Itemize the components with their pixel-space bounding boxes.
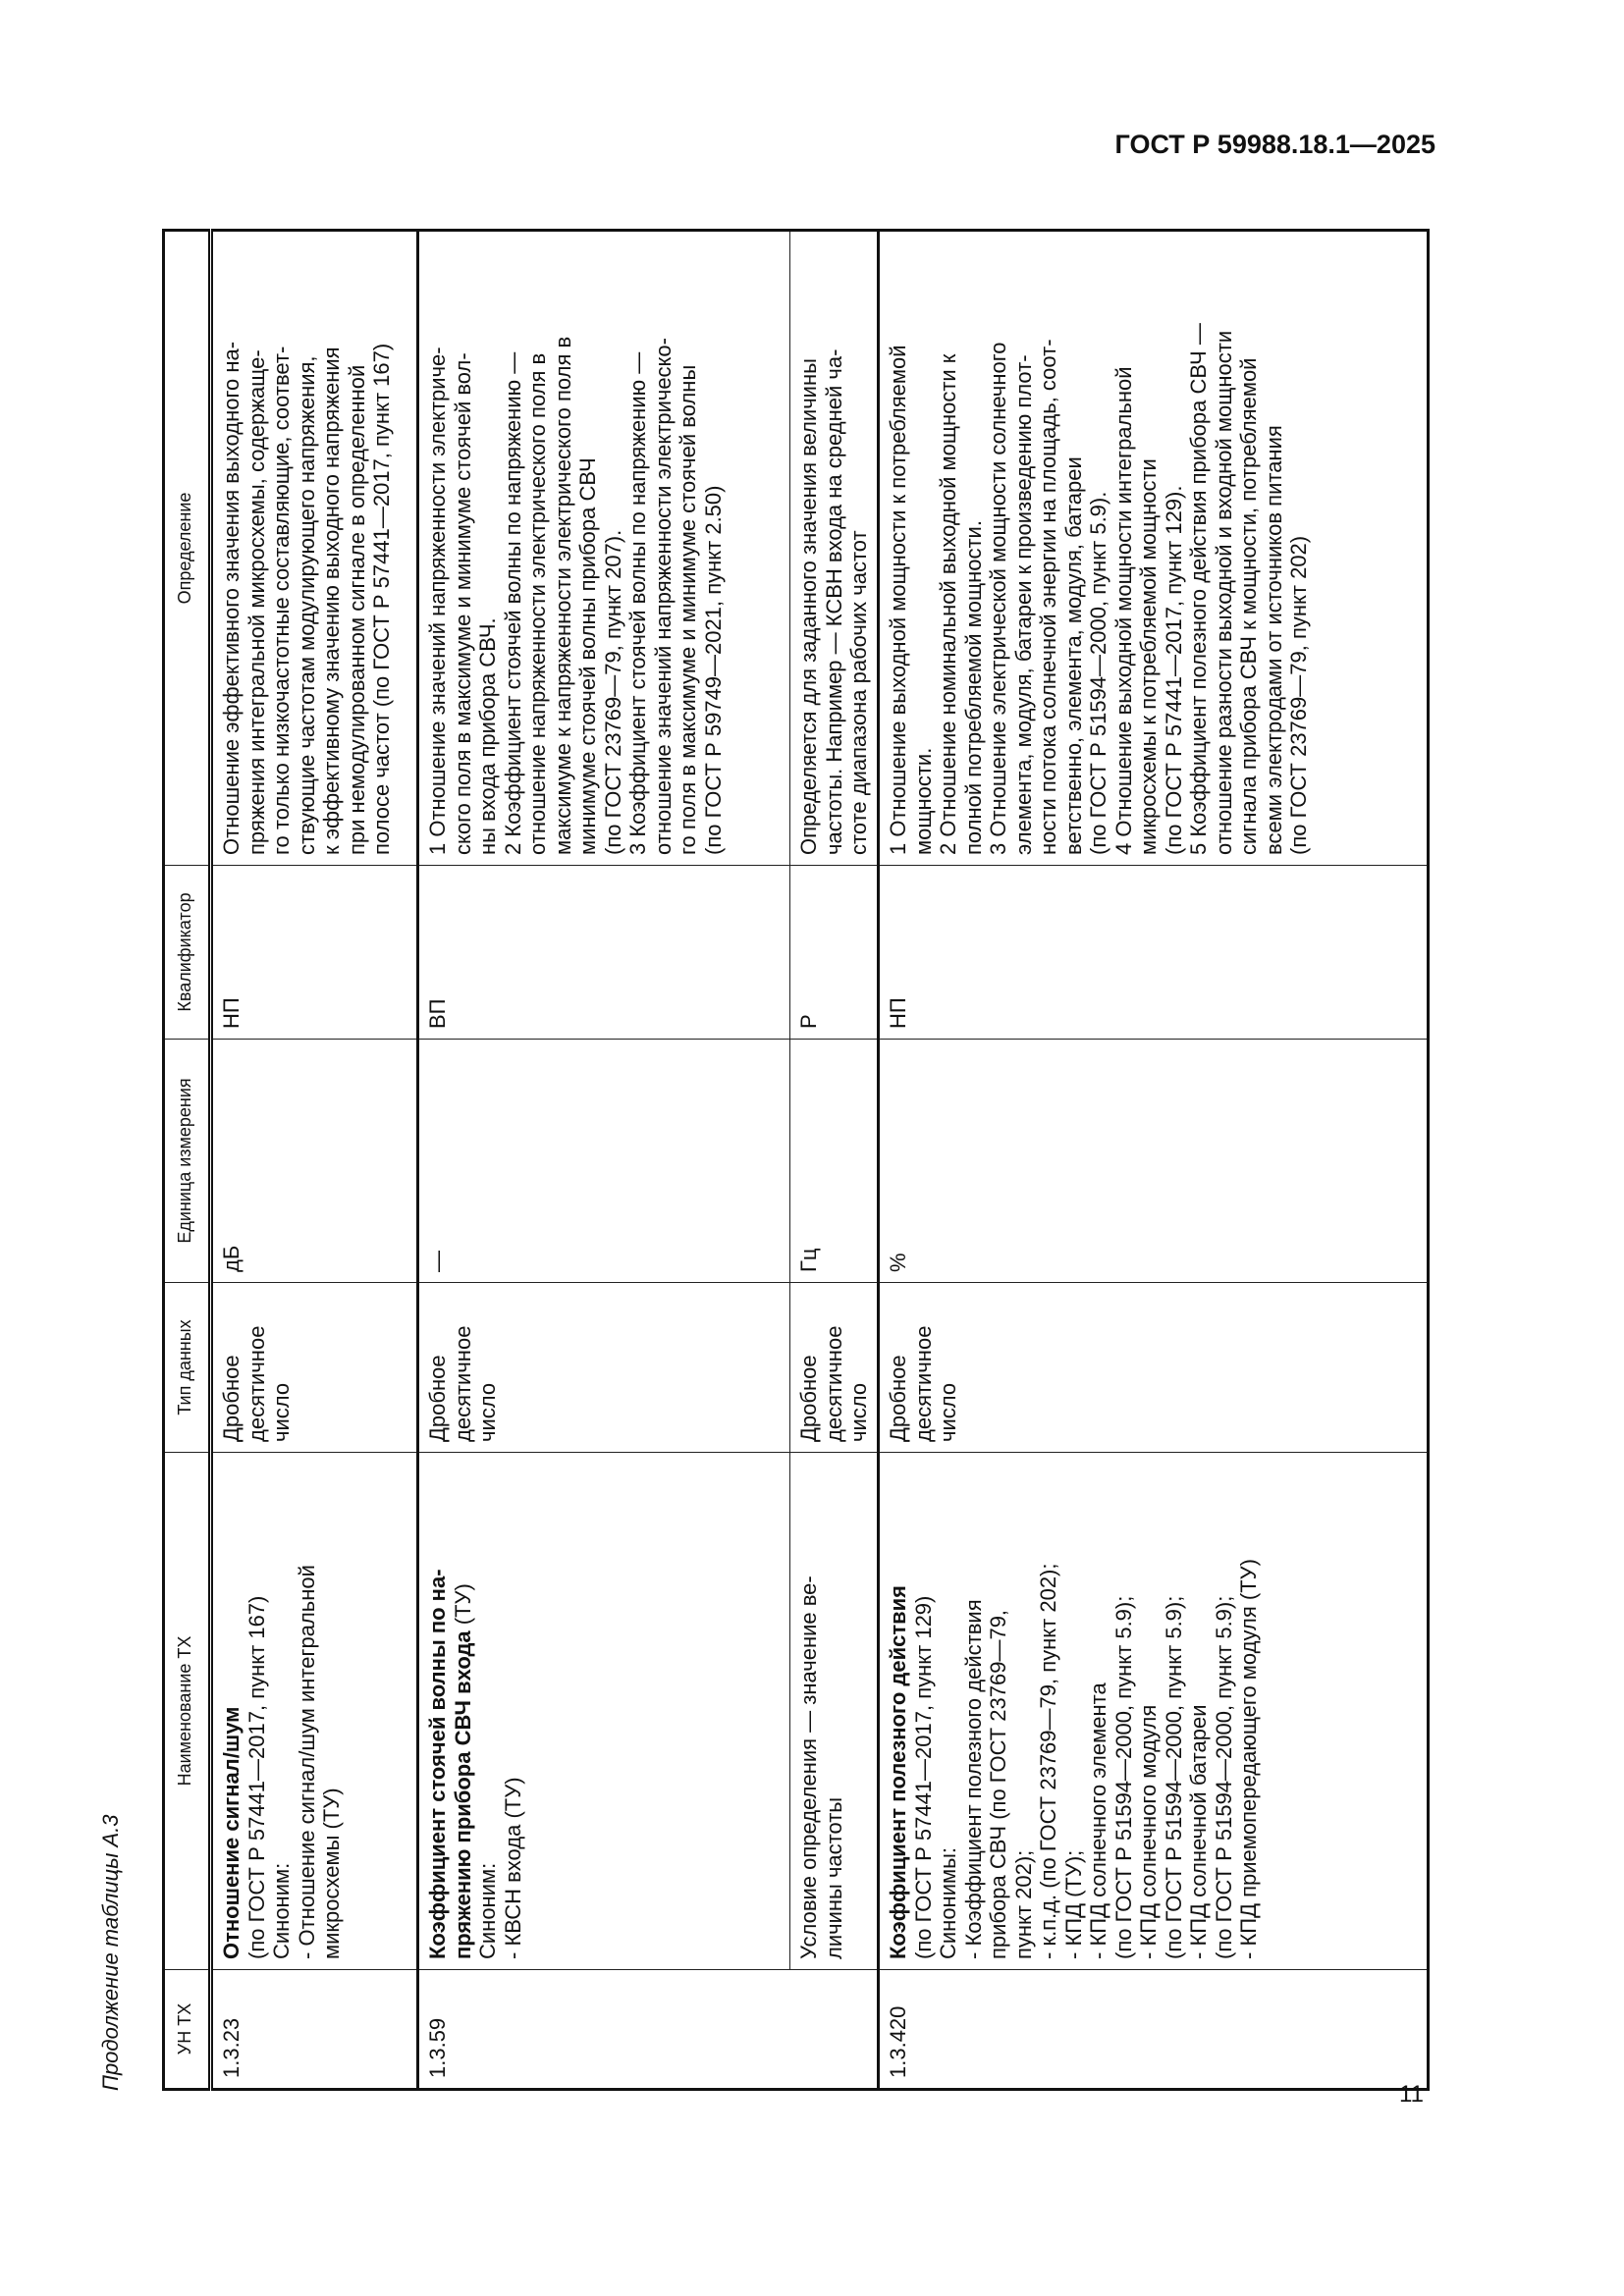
name-line [1212, 1463, 1237, 1959]
name-line [319, 1463, 345, 1959]
name-line [911, 1463, 937, 1959]
name-text: - к.п.д. (по ГОСТ 23769—79, пункт 202); [1036, 1563, 1060, 1959]
type-cell-line: число [475, 1382, 500, 1442]
name-cell [418, 1453, 790, 1970]
definition-cell-line: при немодулированном сигнале в определенной [344, 364, 369, 855]
type-cell [211, 1283, 418, 1453]
name-text: - КПД солнечного элемента [1086, 1682, 1110, 1959]
definition-cell-line: частоты. Например — КСВН входа на средней ча- [821, 348, 846, 855]
name-line [425, 1463, 451, 1959]
name-line [1162, 1463, 1187, 1959]
table-caption: Продолжение таблицы А.3 [98, 1814, 123, 2091]
type-cell-line: десятичное [244, 1325, 269, 1442]
type-cell-line: число [269, 1382, 294, 1442]
name-line [1011, 1463, 1037, 1959]
definition-cell-line: 2 Коэффициент стоячей волны по напряжению — [500, 351, 525, 855]
table-container [162, 229, 1430, 2091]
col-header-qualifier: Квалификатор [164, 866, 211, 1040]
type-cell [879, 1283, 1429, 1453]
unit-cell: % [879, 1040, 1429, 1283]
name-line [501, 1463, 526, 1959]
name-text: пункт 202); [1010, 1849, 1036, 1959]
name-line [295, 1463, 320, 1959]
name-text: Синоним: [475, 1862, 500, 1959]
col-header-name: Наименование ТХ [164, 1453, 211, 1970]
name-text: (по ГОСТ Р 51594—2000, пункт 5.9); [1110, 1595, 1136, 1959]
type-cell-line: Дробное [886, 1355, 910, 1442]
name-bold-text: Отношение сигнал/шум [219, 1706, 244, 1959]
id-cell: 1.3.420 [879, 1970, 1429, 2090]
name-text: (ТУ) [450, 1583, 475, 1631]
name-line [1086, 1463, 1111, 1959]
definition-cell-line: (по ГОСТ 23769—79, пункт 202) [1286, 535, 1311, 855]
name-line [1061, 1463, 1087, 1959]
definition-cell-line: всеми электродами от источников питания [1261, 425, 1286, 855]
type-cell-line: десятичное [910, 1325, 936, 1442]
definition-cell-line: сигнала прибора СВЧ к мощности, потребляемой [1236, 357, 1261, 855]
definition-cell-line: Определяется для заданного значения величины [796, 358, 821, 855]
name-bold-text: Коэффициент стоячей волны по на- [425, 1569, 450, 1959]
name-cell [211, 1453, 418, 1970]
name-text: Синоним: [269, 1862, 294, 1959]
name-line [1036, 1463, 1061, 1959]
definition-cell-line: го только низкочастотные составляющие, соответ- [269, 346, 294, 855]
definition-cell [211, 231, 418, 866]
name-text: - КПД солнечного модуля [1136, 1704, 1161, 1959]
document-code: ГОСТ Р 59988.18.1—2025 [1114, 130, 1435, 159]
name-line [451, 1463, 476, 1959]
type-cell-line: десятичное [821, 1325, 846, 1442]
name-text: - КВСН входа (ТУ) [500, 1777, 525, 1959]
name-text: микросхемы (ТУ) [319, 1788, 344, 1959]
name-line [1236, 1463, 1262, 1959]
definition-cell-line: отношение значений напряженности электрическо- [650, 338, 676, 855]
name-cell [879, 1453, 1429, 1970]
definition-cell-line: максимуме к напряженности электрического поля в [550, 336, 575, 855]
definition-cell [790, 231, 879, 866]
definition-cell-line: 3 Коэффициент стоячей волны по напряжению — [625, 351, 650, 855]
definition-cell-line: отношение напряженности электрического поля в [525, 352, 550, 855]
definition-cell-line: ны входа прибора СВЧ. [475, 617, 500, 855]
definition-cell-line: к эффективному значению выходного напряжения [319, 347, 344, 855]
name-text: - КПД (ТУ); [1060, 1849, 1086, 1959]
table-row [879, 231, 1429, 2090]
type-cell-line: Дробное [796, 1355, 821, 1442]
name-line [1186, 1463, 1212, 1959]
unit-cell: Гц [790, 1040, 879, 1283]
definition-cell-line: мощности. [910, 747, 936, 855]
definition-cell-line: стоте диапазона рабочих частот [846, 530, 871, 855]
definition-cell [879, 231, 1429, 866]
name-text: Синонимы: [936, 1846, 960, 1959]
name-line [244, 1463, 270, 1959]
name-line [269, 1463, 295, 1959]
definition-cell-line: 1 Отношение выходной мощности к потребляемой [886, 345, 910, 855]
qualifier-cell: НП [879, 866, 1429, 1040]
qualifier-cell: НП [211, 866, 418, 1040]
id-cell: 1.3.59 [418, 1970, 879, 2090]
definition-cell-line: (по ГОСТ Р 57441—2017, пункт 129). [1161, 485, 1186, 855]
definition-cell-line: 1 Отношение значений напряженности электриче- [425, 347, 450, 855]
name-line [961, 1463, 987, 1959]
name-cell-line: Условие определения — значение ве- [796, 1575, 821, 1959]
type-cell-line: десятичное [450, 1325, 475, 1442]
definition-cell-line: 3 Отношение электрической мощности солнечного [986, 342, 1010, 855]
type-cell-line: число [936, 1382, 960, 1442]
name-text: - КПД солнечной батареи [1186, 1704, 1211, 1959]
name-text: - Отношение сигнал/шум интегральной [294, 1565, 319, 1959]
name-cell-line: личины частоты [821, 1796, 846, 1959]
col-header-id: УН ТХ [164, 1970, 211, 2090]
name-line [886, 1463, 911, 1959]
name-line [986, 1463, 1011, 1959]
name-cell [790, 1453, 879, 1970]
name-text: (по ГОСТ Р 51594—2000, пункт 5.9); [1161, 1595, 1186, 1959]
unit-cell: — [418, 1040, 790, 1283]
name-line [475, 1463, 501, 1959]
type-cell-line: число [846, 1382, 871, 1442]
definition-cell-line: (по ГОСТ 23769—79, пункт 207). [600, 529, 625, 855]
name-text: - Коэффициент полезного действия [960, 1599, 986, 1959]
definition-cell-line: микросхемы к потребляемой мощности [1136, 458, 1161, 855]
definition-cell-line: пряжения интегральной микросхемы, содержаще- [244, 349, 269, 855]
name-line [936, 1463, 961, 1959]
definition-cell-line: полной потребляемой мощности. [960, 520, 986, 855]
table-row [418, 231, 790, 2090]
definition-cell-line: ского поля в максимуме и минимуме стоячей вол- [450, 352, 475, 855]
type-cell-line: Дробное [219, 1355, 244, 1442]
unit-cell: дБ [211, 1040, 418, 1283]
name-bold-text: пряжению прибора СВЧ входа [450, 1630, 475, 1959]
definition-cell-line: 2 Отношение номинальной выходной мощности к [936, 353, 960, 855]
type-cell [790, 1283, 879, 1453]
name-bold-text: Коэффициент полезного действия [886, 1584, 910, 1959]
table-body [211, 231, 1429, 2090]
definition-cell-line: ствующие частотам модулирующего напряжения, [294, 355, 319, 855]
name-text: - КПД приемопередающего модуля (ТУ) [1236, 1559, 1261, 1959]
condition-row [790, 231, 879, 2090]
col-header-unit: Единица измерения [164, 1040, 211, 1283]
definition-cell-line: 5 Коэффициент полезного действия прибора СВЧ — [1186, 323, 1211, 855]
col-header-definition: Определение [164, 231, 211, 866]
table-header-row [164, 231, 211, 2090]
definition-cell-line: го поля в максимуме и минимуме стоячей волны [676, 364, 700, 855]
table-row [211, 231, 418, 2090]
definition-cell [418, 231, 790, 866]
qualifier-cell: ВП [418, 866, 790, 1040]
definition-cell-line: (по ГОСТ Р 51594—2000, пункт 5.9). [1086, 491, 1110, 855]
name-line [1111, 1463, 1137, 1959]
name-line [1136, 1463, 1162, 1959]
characteristics-table [162, 229, 1430, 2091]
definition-cell-line: ности потока солнечной энергии на площадь, соот- [1036, 339, 1060, 855]
type-cell-line: Дробное [425, 1355, 450, 1442]
definition-cell-line: минимуме стоячей волны прибора СВЧ [575, 457, 600, 855]
name-text: прибора СВЧ (по ГОСТ 23769—79, [986, 1609, 1010, 1959]
definition-cell-line: Отношение эффективного значения выходного на- [219, 341, 244, 855]
definition-cell-line: ветственно, элемента, модуля, батареи [1060, 456, 1086, 855]
definition-cell-line: 4 Отношение выходной мощности интегральной [1110, 366, 1136, 855]
col-header-type: Тип данных [164, 1283, 211, 1453]
page-number: 11 [1399, 2081, 1424, 2108]
name-text: (по ГОСТ Р 57441—2017, пункт 129) [910, 1595, 936, 1959]
name-text: (по ГОСТ Р 57441—2017, пункт 167) [244, 1595, 269, 1959]
qualifier-cell: Р [790, 866, 879, 1040]
type-cell [418, 1283, 790, 1453]
definition-cell-line: (по ГОСТ Р 59749—2021, пункт 2.50) [700, 485, 726, 855]
id-cell: 1.3.23 [211, 1970, 418, 2090]
definition-cell-line: полосе частот (по ГОСТ Р 57441—2017, пункт 167) [369, 343, 394, 855]
name-text: (по ГОСТ Р 51594—2000, пункт 5.9); [1211, 1595, 1236, 1959]
name-line [219, 1463, 244, 1959]
definition-cell-line: элемента, модуля, батареи к произведению плот- [1010, 354, 1036, 855]
definition-cell-line: отношение разности выходной и входной мощности [1211, 330, 1236, 855]
